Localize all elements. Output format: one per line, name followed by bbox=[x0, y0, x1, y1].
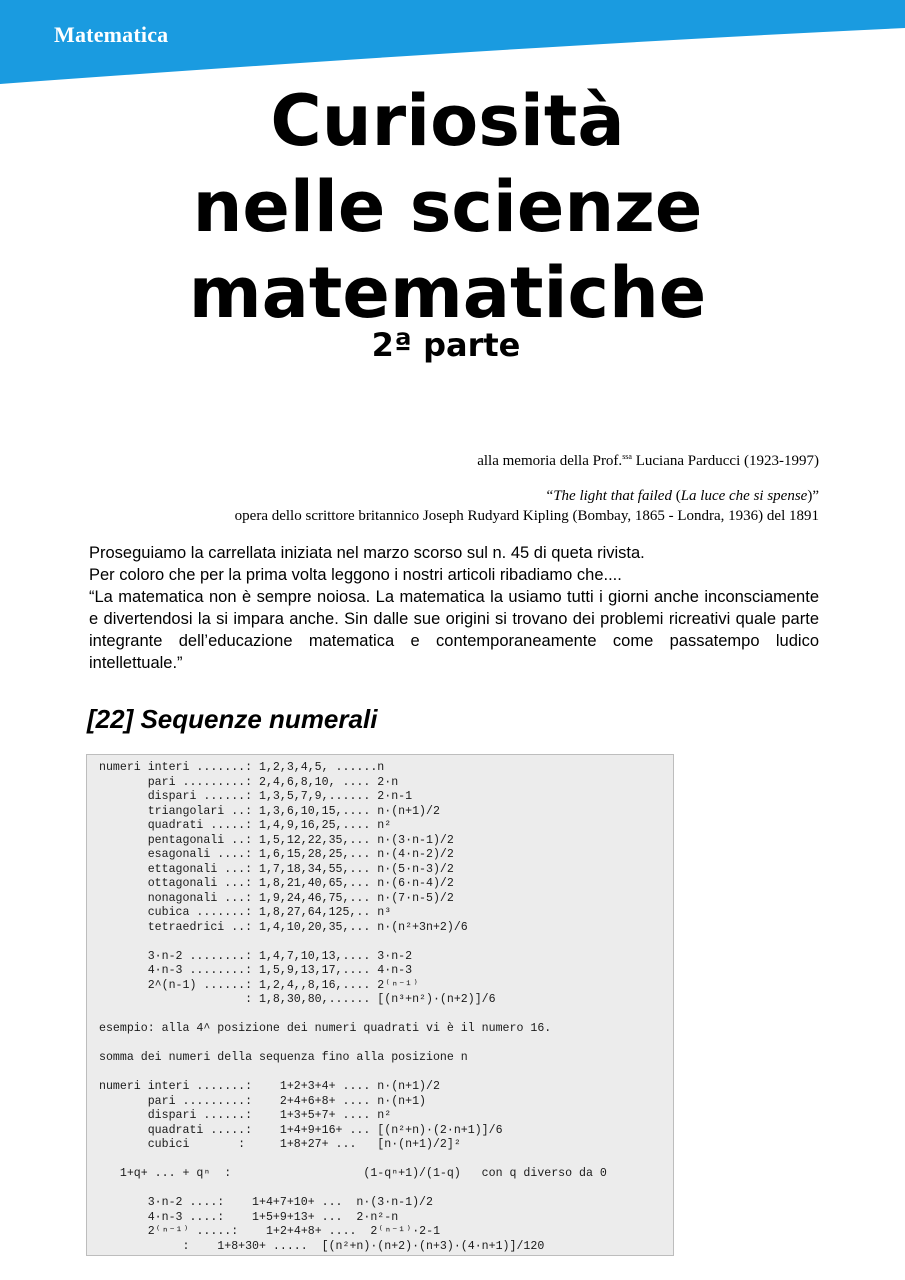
table-line bbox=[99, 1008, 607, 1023]
table-line: pari .........: 2+4+6+8+ .... n·(n+1) bbox=[99, 1094, 426, 1108]
quote-open: “ bbox=[546, 488, 554, 504]
title-line-3: matematiche bbox=[188, 252, 707, 334]
title-line-1: Curiosità bbox=[270, 80, 625, 162]
quote-paren-open: ( bbox=[671, 488, 681, 504]
table-line: 1+q+ ... + qⁿ : (1-qⁿ+1)/(1-q) con q diverso da 0 bbox=[99, 1167, 607, 1180]
epigraph-line-2: opera dello scrittore britannico Joseph Rudyard Kipling (Bombay, 1865 - Londra, 1936) del 1891 bbox=[234, 508, 819, 524]
table-line: 2^(n-1) ......: 1,2,4,,8,16,.... 2⁽ⁿ⁻¹⁾ bbox=[99, 978, 420, 992]
dedication bbox=[477, 452, 819, 470]
table-line: 4·n-3 ........: 1,5,9,13,17,.... 4·n-3 bbox=[99, 964, 413, 977]
sequence-table bbox=[99, 761, 607, 1254]
table-line: triangolari ..: 1,3,6,10,15,.... n·(n+1)/2 bbox=[99, 804, 440, 818]
table-line: quadrati .....: 1,4,9,16,25,.... n² bbox=[99, 819, 392, 832]
table-line: esempio: alla 4^ posizione dei numeri quadrati vi è il numero 16. bbox=[99, 1022, 552, 1035]
sequence-table-figure bbox=[86, 754, 674, 1256]
intro-text bbox=[89, 542, 819, 674]
table-line: : 1+8+30+ ..... [(n²+n)·(n+2)·(n+3)·(4·n+1)]/120 bbox=[99, 1239, 545, 1253]
title-line-2: nelle scienze bbox=[192, 166, 703, 248]
table-line bbox=[99, 1182, 607, 1197]
table-line: numeri interi .......: 1+2+3+4+ .... n·(n+1)/2 bbox=[99, 1080, 440, 1093]
table-line: dispari ......: 1,3,5,7,9,...... 2·n-1 bbox=[99, 790, 413, 803]
epigraph bbox=[235, 486, 819, 526]
quote-title-it: La luce che si spense bbox=[680, 488, 808, 504]
table-line bbox=[99, 1153, 607, 1168]
page-title bbox=[0, 78, 895, 336]
table-line: tetraedrici ..: 1,4,10,20,35,... n·(n²+3n+2)/6 bbox=[99, 920, 468, 934]
table-line: cubica .......: 1,8,27,64,125,.. n³ bbox=[99, 906, 392, 919]
table-line: cubici : 1+8+27+ ... [n·(n+1)/2]² bbox=[99, 1138, 461, 1151]
table-line bbox=[99, 1066, 607, 1081]
table-line: esagonali ....: 1,6,15,28,25,... n·(4·n-2)/2 bbox=[99, 848, 454, 861]
page-subtitle: 2ª parte bbox=[371, 326, 521, 364]
intro-paragraph-2: Per coloro che per la prima volta leggono i nostri articoli ribadiamo che.... bbox=[89, 566, 622, 584]
table-line: : 1,8,30,80,...... [(n³+n²)·(n+2)]/6 bbox=[99, 993, 496, 1006]
intro-paragraph-1: Proseguiamo la carrellata iniziata nel marzo scorso sul n. 45 di queta rivista. bbox=[89, 544, 645, 562]
table-line bbox=[99, 1037, 607, 1052]
epigraph-line-1 bbox=[235, 486, 819, 506]
table-line: dispari ......: 1+3+5+7+ .... n² bbox=[99, 1109, 392, 1122]
table-line bbox=[99, 935, 607, 950]
table-line: ettagonali ...: 1,7,18,34,55,... n·(5·n-3)/2 bbox=[99, 862, 454, 876]
table-line: nonagonali ...: 1,9,24,46,75,... n·(7·n-5)/2 bbox=[99, 891, 454, 905]
quote-close: )” bbox=[807, 488, 819, 504]
table-line: pari .........: 2,4,6,8,10, .... 2·n bbox=[99, 775, 399, 789]
intro-paragraph-3: “La matematica non è sempre noiosa. La matematica la usiamo tutti i giorni anche inconsciamente e divertendosi la si impara anche. Sin dalle sue origini si trovano dei problemi ricreativi quale parte integrante dell’educazione matematica e contemporaneamente come passatempo ludico intellettuale.” bbox=[89, 588, 819, 672]
table-line: 4·n-3 ....: 1+5+9+13+ ... 2·n²-n bbox=[99, 1210, 399, 1224]
dedication-sup: ssa bbox=[622, 452, 632, 461]
dedication-prefix: alla memoria della Prof. bbox=[477, 453, 623, 469]
section-heading: [22] Sequenze numerali bbox=[87, 704, 378, 734]
table-line: numeri interi .......: 1,2,3,4,5, ......n bbox=[99, 761, 385, 774]
table-line: pentagonali ..: 1,5,12,22,35,... n·(3·n-1)/2 bbox=[99, 833, 454, 847]
section-label: Matematica bbox=[54, 22, 169, 47]
table-line: somma dei numeri della sequenza fino alla posizione n bbox=[99, 1051, 468, 1064]
table-line: quadrati .....: 1+4+9+16+ ... [(n²+n)·(2·n+1)]/6 bbox=[99, 1123, 503, 1137]
dedication-suffix: Luciana Parducci (1923-1997) bbox=[631, 453, 819, 469]
quote-title-en: The light that failed bbox=[553, 488, 672, 504]
table-line: 3·n-2 ........: 1,4,7,10,13,.... 3·n-2 bbox=[99, 949, 413, 963]
table-line: 3·n-2 ....: 1+4+7+10+ ... n·(3·n-1)/2 bbox=[99, 1196, 433, 1209]
table-line: 2⁽ⁿ⁻¹⁾ .....: 1+2+4+8+ .... 2⁽ⁿ⁻¹⁾·2-1 bbox=[99, 1225, 441, 1238]
table-line: ottagonali ...: 1,8,21,40,65,... n·(6·n-4)/2 bbox=[99, 877, 454, 890]
